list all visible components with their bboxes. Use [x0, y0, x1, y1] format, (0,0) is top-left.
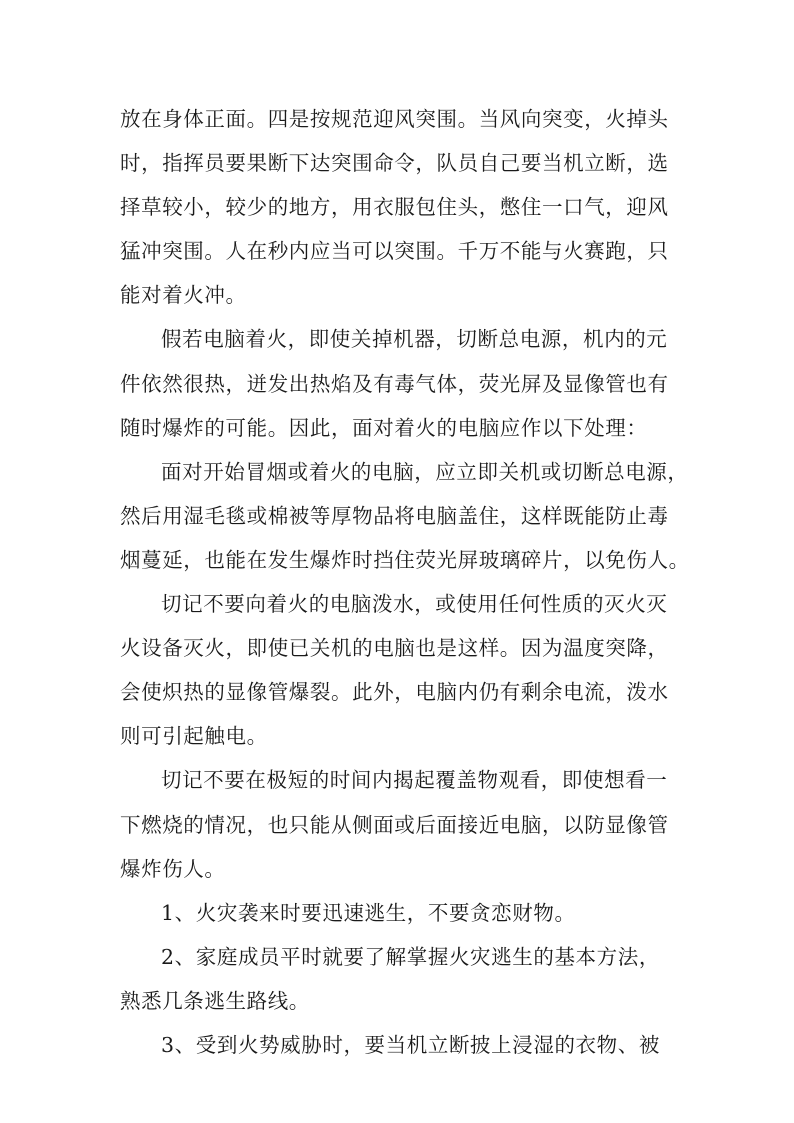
text-line: 面对开始冒烟或着火的电脑，应立即关机或切断总电源，	[161, 459, 689, 484]
text-line: 熟悉几条逃生路线。	[120, 988, 310, 1013]
paragraph-3	[120, 450, 690, 582]
text-line: 火设备灭火，即使已关机的电脑也是这样。因为温度突降，	[120, 636, 669, 661]
text-line: 3、受到火势威胁时，要当机立断披上浸湿的衣物、被	[161, 1032, 660, 1057]
paragraph-8	[120, 1023, 680, 1067]
paragraph-7	[120, 935, 680, 1023]
text-line: 爆炸伤人。	[120, 856, 226, 881]
paragraph-6	[120, 891, 680, 935]
text-line: 件依然很热，迸发出热焰及有毒气体，荧光屏及显像管也有	[120, 371, 669, 396]
paragraph-1	[120, 97, 680, 317]
text-line: 烟蔓延，也能在发生爆炸时挡住荧光屏玻璃碎片，以免伤人。	[120, 547, 690, 572]
paragraph-2	[120, 317, 680, 449]
paragraph-5	[120, 758, 680, 890]
paragraph-4	[120, 582, 680, 758]
text-line: 2、家庭成员平时就要了解掌握火灾逃生的基本方法，	[161, 944, 660, 969]
text-line: 能对着火冲。	[120, 283, 247, 308]
text-line: 1、火灾袭来时要迅速逃生，不要贪恋财物。	[161, 900, 576, 925]
text-line: 随时爆炸的可能。因此，面对着火的电脑应作以下处理：	[120, 415, 648, 440]
text-line: 切记不要向着火的电脑泼水，或使用任何性质的灭火灭	[161, 592, 668, 617]
body-text	[120, 97, 690, 1067]
text-line: 下燃烧的情况，也只能从侧面或后面接近电脑，以防显像管	[120, 812, 669, 837]
text-line: 会使炽热的显像管爆裂。此外，电脑内仍有剩余电流，泼水	[120, 680, 669, 705]
text-line: 切记不要在极短的时间内揭起覆盖物观看，即使想看一	[161, 768, 668, 793]
text-line: 则可引起触电。	[120, 724, 268, 749]
text-line: 择草较小，较少的地方，用衣服包住头，憋住一口气，迎风	[120, 195, 669, 220]
text-line: 猛冲突围。人在秒内应当可以突围。千万不能与火赛跑，只	[120, 239, 669, 264]
text-line: 然后用湿毛毯或棉被等厚物品将电脑盖住，这样既能防止毒	[120, 503, 669, 528]
text-line: 放在身体正面。四是按规范迎风突围。当风向突变，火掉头	[120, 107, 669, 131]
text-line: 假若电脑着火，即使关掉机器，切断总电源，机内的元	[161, 327, 668, 352]
text-line: 时，指挥员要果断下达突围命令，队员自己要当机立断，选	[120, 151, 669, 176]
